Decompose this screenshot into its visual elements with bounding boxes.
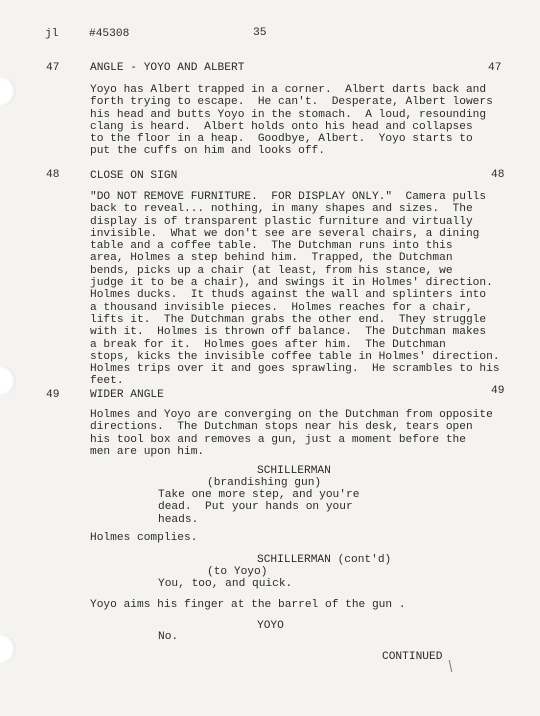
continued-label: CONTINUED [382, 651, 443, 663]
scene-number-right: 48 [491, 169, 505, 181]
scene-number-left: 49 [46, 389, 60, 401]
scene-number-left: 48 [46, 169, 60, 181]
scene-action: "DO NOT REMOVE FURNITURE. FOR DISPLAY ONLY." Camera pulls back to reveal... nothing, in many shapes and sizes. The display is of transparent plastic furniture and virtually invisible. What we don't see are several chairs, a dining table and a coffee table. The Dutchman runs into this area, Holmes a step behind him. Trapped, the Dutchman bends, picks up a chair (at least, from his stance, we judge it to be a chair), and swings it in Holmes' direction. Holmes ducks. It thuds against the wall and splinters into a thousand invisible pieces. Holmes reaches for a chair, lifts it. The Dutchman grabs the other end. They struggle with it. Holmes is thrown off balance. The Dutchman makes a break for it. Holmes goes after him. The Dutchman stops, kicks the invisible coffee table in Holmes' direction. Holmes trips over it and goes sprawling. He scrambles to his feet. [90, 191, 500, 388]
dialogue-line: You, too, and quick. [158, 578, 293, 590]
scene-action: Holmes and Yoyo are converging on the Dutchman from opposite directions. The Dutchman stops near his desk, tears open his tool box and removes a gun, just a moment before the men are upon him. [90, 409, 493, 458]
scene-number-right: 49 [491, 385, 505, 397]
job-number: #45308 [89, 28, 130, 40]
scene-number-right: 47 [488, 62, 502, 74]
dialogue-line: Take one more step, and you're dead. Put your hands on your heads. [158, 489, 360, 526]
parenthetical: (to Yoyo) [207, 566, 268, 578]
scene-heading: ANGLE - YOYO AND ALBERT [90, 62, 245, 74]
pen-mark [449, 660, 452, 672]
scene-number-left: 47 [46, 62, 60, 74]
action-line: Holmes complies. [90, 532, 198, 544]
dialogue-line: No. [158, 631, 179, 643]
scene-action: Yoyo has Albert trapped in a corner. Albert darts back and forth trying to escape. He can't. Desperate, Albert lowers his head and butts Yoyo in the stomach. A loud, resounding clang is heard. Albert holds onto his head and collapses to the floor in a heap. Goodbye, Albert. Yoyo starts to put the cuffs on him and looks off. [90, 84, 493, 158]
character-name: SCHILLERMAN [257, 465, 331, 477]
action-line: Yoyo aims his finger at the barrel of the gun . [90, 599, 406, 611]
scene-heading: WIDER ANGLE [90, 389, 164, 401]
punch-hole [0, 366, 16, 396]
punch-hole [0, 634, 16, 664]
page-number: 35 [253, 27, 267, 39]
punch-hole [0, 76, 16, 106]
parenthetical: (brandishing gun) [207, 477, 322, 489]
character-name: SCHILLERMAN (cont'd) [257, 554, 392, 566]
character-name: YOYO [257, 620, 284, 632]
scene-heading: CLOSE ON SIGN [90, 170, 178, 182]
typist-initials: jl [45, 28, 59, 40]
